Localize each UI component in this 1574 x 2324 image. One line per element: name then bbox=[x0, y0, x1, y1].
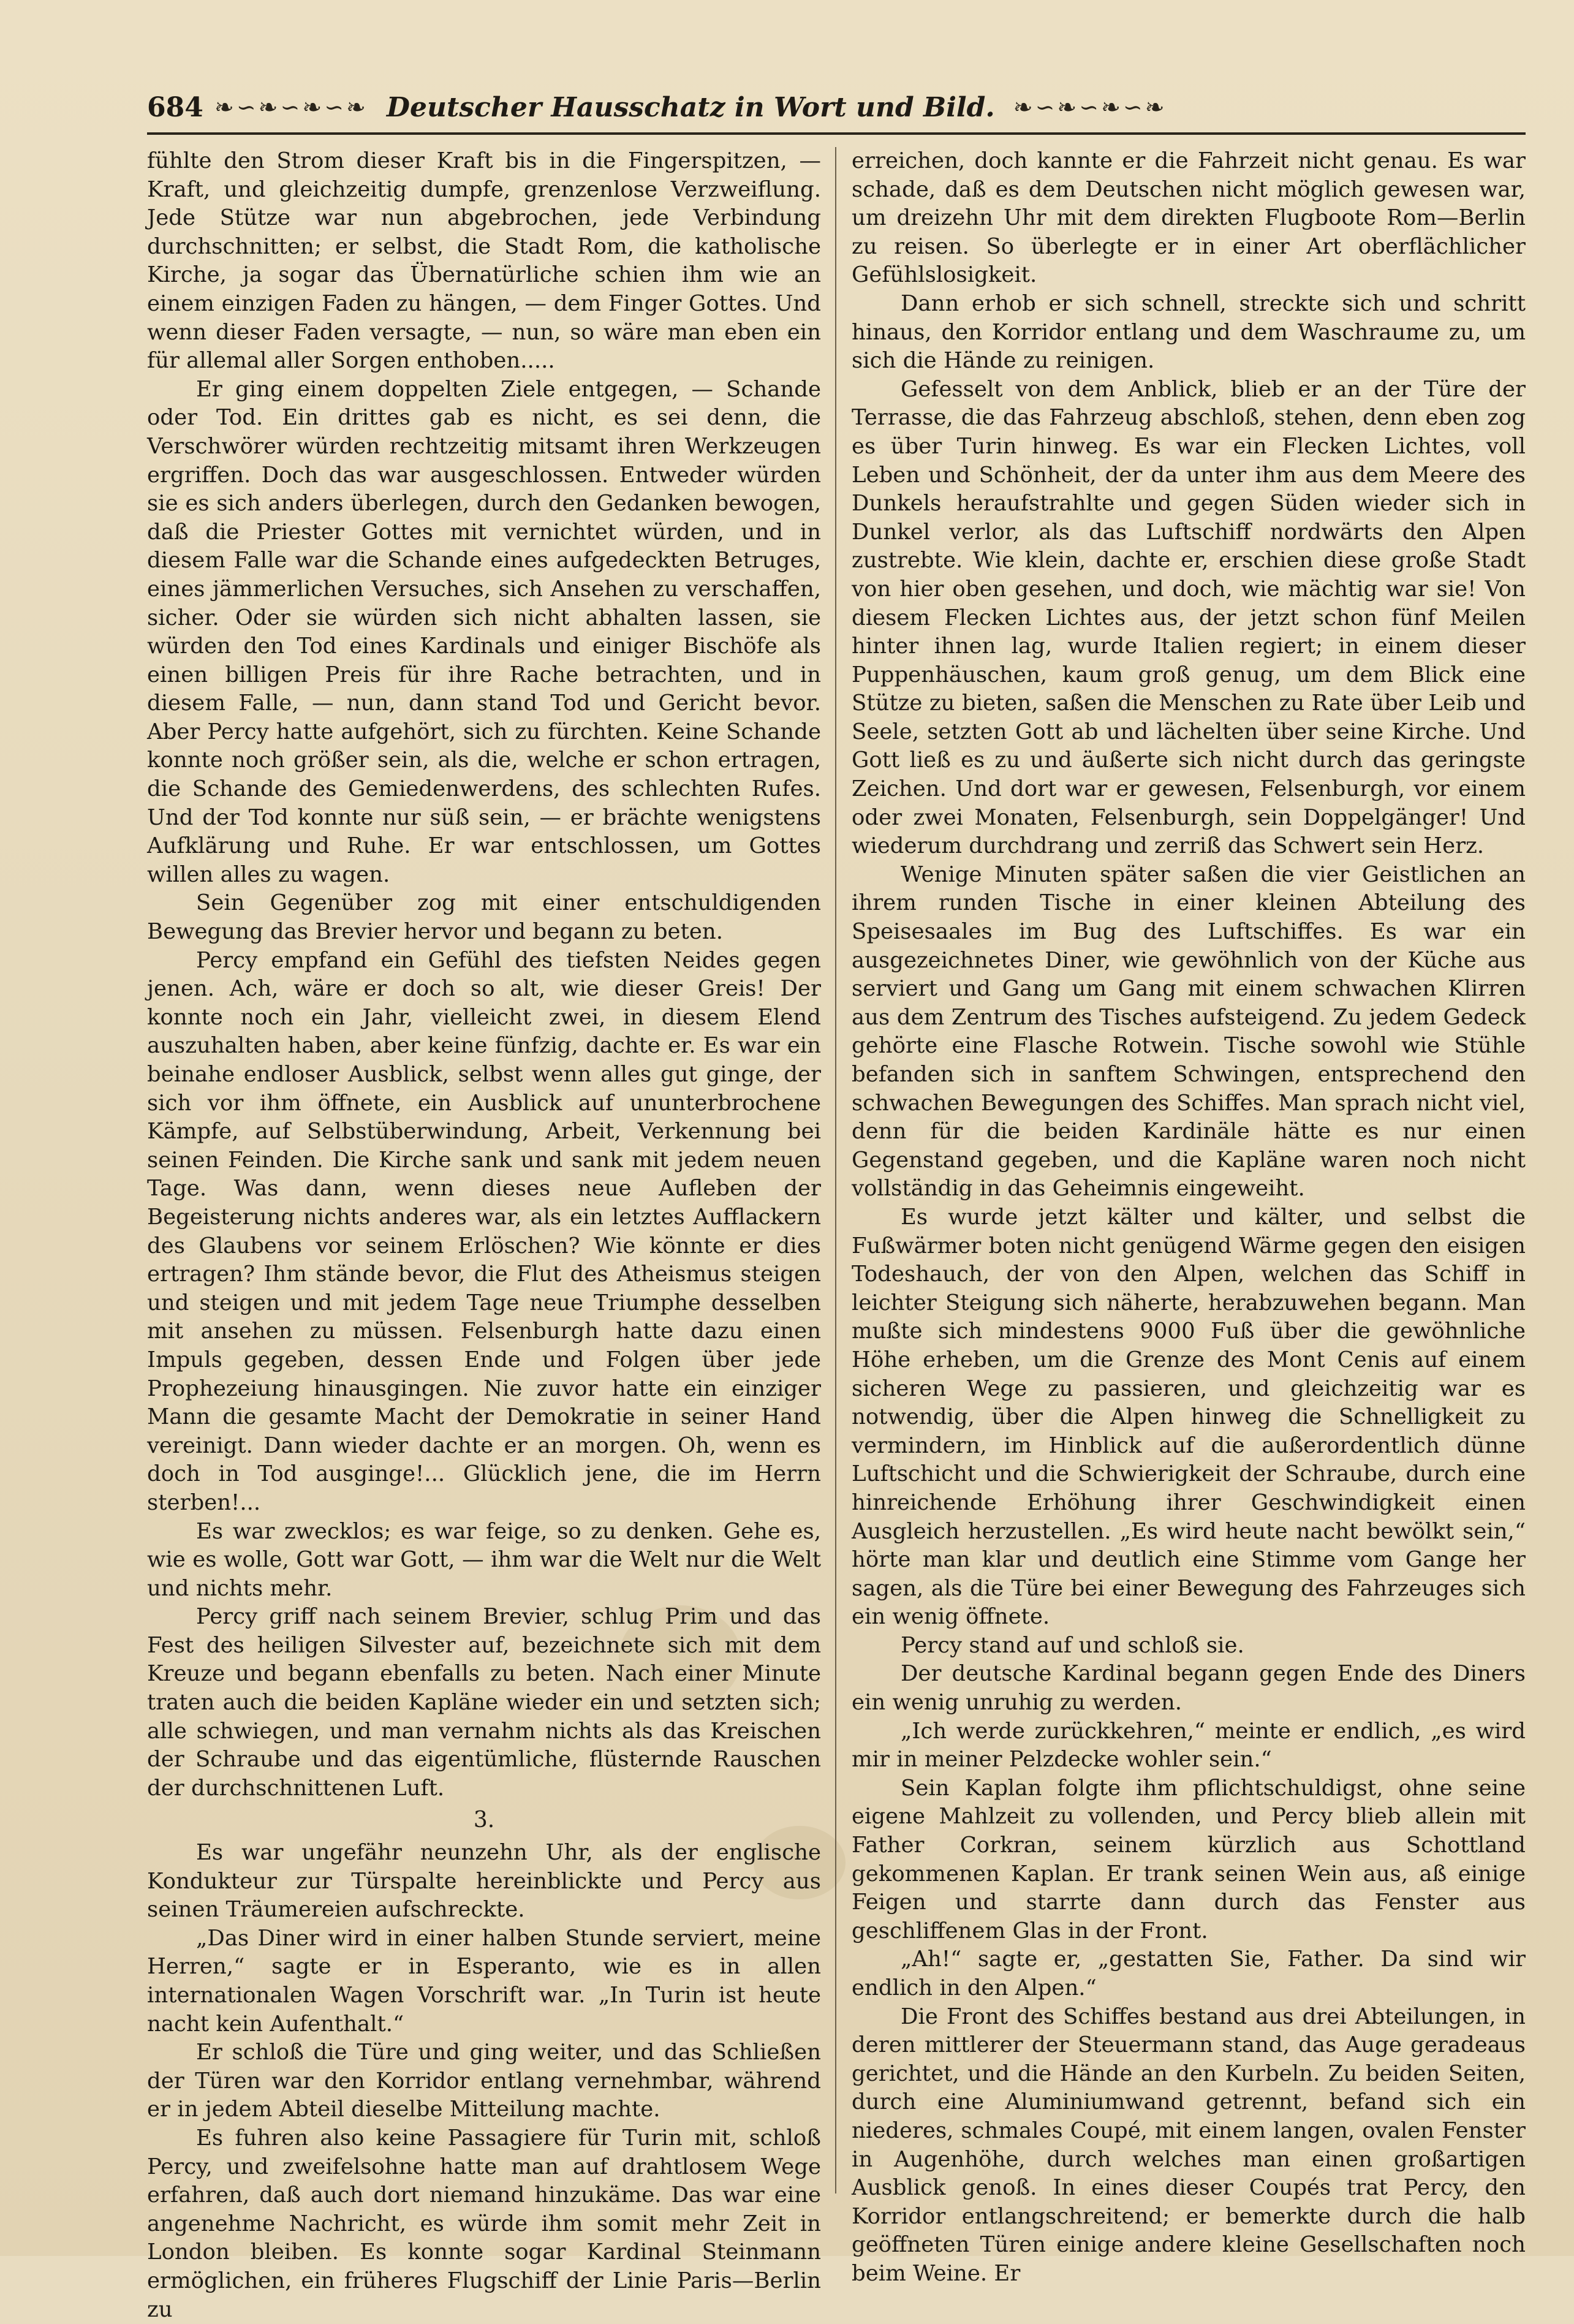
paragraph: erreichen, doch kannte er die Fahrzeit nicht genau. Es war schade, daß es dem Deutschen nicht möglich gewesen war, um dreizehn Uhr mit dem direkten Flugboote Rom—Berlin zu reisen. So überlegte er in einer Art oberflächlicher Gefühlslosigkeit. bbox=[852, 148, 1526, 288]
paragraph: „Ah!“ sagte er, „gestatten Sie, Father. Da sind wir endlich in den Alpen.“ bbox=[852, 1947, 1526, 2000]
paragraph: Der deutsche Kardinal begann gegen Ende des Diners ein wenig unruhig zu werden. bbox=[852, 1661, 1526, 1716]
header-rule bbox=[147, 132, 1526, 135]
paragraph: „Ich werde zurückkehren,“ meinte er endlich, „es wird mir in meiner Pelzdecke wohler sein.“ bbox=[852, 1718, 1526, 1773]
paragraph: Percy stand auf und schloß sie. bbox=[901, 1632, 1244, 1658]
right-column bbox=[852, 147, 1526, 2286]
paragraph: Es fuhren also keine Passagiere für Turin mit, schloß Percy, und zweifelsohne hatte man auf drahtlosem Wege erfahren, daß auch dort niemand hinzukäme. Das war eine angenehme Nachricht, es würde ihm somit mehr Zeit in London bleiben. Es konnte sogar Kardinal Steinmann ermöglichen, ein früheres Flugschiff der Linie Paris—Berlin zu bbox=[147, 2125, 821, 2322]
paragraph: Es war zwecklos; es war feige, so zu denken. Gehe es, wie es wolle, Gott war Gott, — ihm war die Welt nur die Welt und nichts mehr. bbox=[147, 1518, 821, 1601]
paragraph: Er ging einem doppelten Ziele entgegen, — Schande oder Tod. Ein drittes gab es nicht, es sei denn, die Verschwörer würden rechtzeitig mitsamt ihren Werkzeugen ergriffen. Doch das war ausgeschlossen. Entweder würden sie es sich anders überlegen, durch den Gedanken bewogen, daß die Priester Gottes mit vernichtet würden, und in diesem Falle war die Schande eines aufgedeckten Betruges, eines jämmerlichen Versuches, sich Ansehen zu verschaffen, sicher. Oder sie würden sich nicht abhalten lassen, sie würden den Tod eines Kardinals und einiger Bischöfe als einen billigen Preis für ihre Rache betrachten, und in diesem Falle, — nun, dann stand Tod und Gericht bevor. Aber Percy hatte aufgehört, sich zu fürchten. Keine Schande konnte noch größer sein, als die, welche er schon ertragen, die Schande des Gemiedenwerdens, des schlechten Rufes. Und der Tod konnte nur süß sein, — er brächte wenigstens Aufklärung und Ruhe. Er war entschlossen, um Gottes willen alles zu wagen. bbox=[147, 376, 821, 887]
paragraph: Es war ungefähr neunzehn Uhr, als der englische Kondukteur zur Türspalte hereinblickte und Percy aus seinen Träumereien aufschreckte. bbox=[147, 1840, 821, 1923]
paragraph: Percy empfand ein Gefühl des tiefsten Neides gegen jenen. Ach, wäre er doch so alt, wie dieser Greis! Der konnte noch ein Jahr, vielleicht zwei, in diesem Elend auszuhalten haben, aber keine fünfzig, dachte er. Es war ein beinahe endloser Ausblick, selbst wenn alles gut ginge, der sich vor ihm öffnete, ein Ausblick auf ununterbrochene Kämpfe, auf Selbstüberwindung, Arbeit, Verkennung bei seinen Feinden. Die Kirche sank und sank mit jedem neuen Tage. Was dann, wenn dieses neue Aufleben der Begeisterung nichts anderes war, als ein letztes Aufflackern des Glaubens vor seinem Erlöschen? Wie könnte er dies ertragen? Ihm stände bevor, die Flut des Atheismus steigen und steigen und mit jedem Tage neue Triumphe desselben mit ansehen zu müssen. Felsenburgh hatte dazu einen Impuls gegeben, dessen Ende und Folgen über jede Prophezeiung hinausgingen. Nie zuvor hatte ein einziger Mann die gesamte Macht der Demokratie in seiner Hand vereinigt. Dann wieder dachte er an morgen. Oh, wenn es doch in Tod ausginge!... Glücklich jene, die im Herrn sterben!... bbox=[147, 947, 821, 1515]
ornament-left-icon: ❧∽❧∽❧∽❧ bbox=[214, 94, 368, 121]
paragraph: Sein Kaplan folgte ihm pflichtschuldigst, ohne seine eigene Mahlzeit zu vollenden, und Percy blieb allein mit Father Corkran, seinem kürzlich aus Schottland gekommenen Kaplan. Er trank seinen Wein aus, aß einige Feigen und starrte dann durch das Fenster aus geschliffenem Glas in der Front. bbox=[852, 1775, 1526, 1944]
paragraph: Wenige Minuten später saßen die vier Geistlichen an ihrem runden Tische in einer kleinen Abteilung des Speisesaales im Bug des Luftschiffes. Es war ein ausgezeichnetes Diner, wie gewöhnlich von der Küche aus serviert und Gang um Gang mit einem schwachen Klirren aus dem Zentrum des Tisches aufsteigend. Zu jedem Gedeck gehörte eine Flasche Rotwein. Tische sowohl wie Stühle befanden sich in sanftem Schwingen, entsprechend den schwachen Bewegungen des Schiffes. Man sprach nicht viel, denn für die beiden Kardinäle hätte es nur einen Gegenstand gegeben, und die Kapläne waren noch nicht vollständig in das Geheimnis eingeweiht. bbox=[852, 861, 1526, 1202]
paragraph: „Das Diner wird in einer halben Stunde serviert, meine Herren,“ sagte er in Esperanto, wie es in allen internationalen Wagen Vorschrift war. „In Turin ist heute nacht kein Aufenthalt.“ bbox=[147, 1925, 821, 2037]
paragraph: Die Front des Schiffes bestand aus drei Abteilungen, in deren mittlerer der Steuermann stand, das Auge geradeaus gerichtet, und die Hände an den Kurbeln. Zu beiden Seiten, durch eine Aluminiumwand getrennt, befand sich ein niederes, schmales Coupé, mit einem langen, ovalen Fenster in Augenhöhe, durch welches man einen großartigen Ausblick genoß. In eines dieser Coupés trat Percy, den Korridor entlangschreitend; er bemerkte durch die halb geöffneten Türen einige andere kleine Gesellschaften noch beim Weine. Er bbox=[852, 2004, 1526, 2286]
paragraph: Er schloß die Türe und ging weiter, und das Schließen der Türen war den Korridor entlang vernehmbar, während er in jedem Abteil dieselbe Mitteilung machte. bbox=[147, 2040, 821, 2122]
paragraph: Es wurde jetzt kälter und kälter, und selbst die Fußwärmer boten nicht genügend Wärme gegen den eisigen Todeshauch, der von den Alpen, welchen das Schiff in leichter Steigung sich näherte, herabzuwehen begann. Man mußte sich mindestens 9000 Fuß über die gewöhnliche Höhe erheben, um die Grenze des Mont Cenis auf einem sicheren Wege zu passieren, und gleichzeitig war es notwendig, über die Alpen hinweg die Schnelligkeit zu vermindern, im Hinblick auf die außerordentlich dünne Luftschicht und die Schwierigkeit der Schraube, durch eine hinreichende Erhöhung ihrer Geschwindigkeit einen Ausgleich herzustellen. „Es wird heute nacht bewölkt sein,“ hörte man klar und deutlich eine Stimme vom Gange her sagen, als die Türe bei einer Bewegung des Fahrzeuges sich ein wenig öffnete. bbox=[852, 1204, 1526, 1630]
column-divider bbox=[835, 147, 836, 2193]
paragraph: fühlte den Strom dieser Kraft bis in die Fingerspitzen, — Kraft, und gleichzeitig dumpfe, grenzenlose Verzweiflung. Jede Stütze war nun abgebrochen, jede Verbindung durchschnitten; er selbst, die Stadt Rom, die katholische Kirche, ja sogar das Übernatürliche schien ihm wie an einem einzigen Faden zu hängen, — dem Finger Gottes. Und wenn dieser Faden versagte, — nun, so wäre man eben ein für allemal aller Sorgen enthoben..... bbox=[147, 148, 821, 374]
paragraph: Gefesselt von dem Anblick, blieb er an der Türe der Terrasse, die das Fahrzeug abschloß, stehen, denn eben zog es über Turin hinweg. Es war ein Flecken Lichtes, voll Leben und Schönheit, der da unter ihm aus dem Meere des Dunkels heraufstrahlte und gegen Süden wieder sich in Dunkel verlor, als das Luftschiff nordwärts den Alpen zustrebte. Wie klein, dachte er, erschien diese große Stadt von hier oben gesehen, und doch, wie mächtig war sie! Von diesem Flecken Lichtes aus, der jetzt schon fünf Meilen hinter ihnen lag, wurde Italien regiert; in einem dieser Puppenhäuschen, kaum groß genug, um dem Blick eine Stütze zu bieten, saßen die Menschen zu Rate über Leib und Seele, setzten Gott ab und lächelten über seine Kirche. Und Gott ließ es zu und äußerte sich nicht durch das geringste Zeichen. Und dort war er gewesen, Felsenburgh, vor einem oder zwei Monaten, Felsenburgh, sein Doppelgänger! Und wiederum durchdrang und zerriß das Schwert sein Herz. bbox=[852, 376, 1526, 859]
left-column bbox=[147, 147, 821, 2322]
running-title: Deutscher Hausschatz in Wort und Bild. bbox=[386, 91, 995, 123]
ornament-right-icon: ❧∽❧∽❧∽❧ bbox=[1013, 94, 1167, 121]
section-number: 3. bbox=[473, 1807, 495, 1833]
running-header bbox=[147, 86, 1526, 129]
paragraph: Dann erhob er sich schnell, streckte sich und schritt hinaus, den Korridor entlang und dem Waschraume zu, um sich die Hände zu reinigen. bbox=[852, 290, 1526, 374]
paragraph: Sein Gegenüber zog mit einer entschuldigenden Bewegung das Brevier hervor und begann zu beten. bbox=[147, 890, 821, 945]
page-number: 684 bbox=[147, 91, 203, 123]
paragraph: Percy griff nach seinem Brevier, schlug Prim und das Fest des heiligen Silvester auf, bezeichnete sich mit dem Kreuze und begann ebenfalls zu beten. Nach einer Minute traten auch die beiden Kapläne wieder ein und setzten sich; alle schwiegen, und man vernahm nichts als das Kreischen der Schraube und das eigentümliche, flüsternde Rauschen der durchschnittenen Luft. bbox=[147, 1604, 821, 1801]
